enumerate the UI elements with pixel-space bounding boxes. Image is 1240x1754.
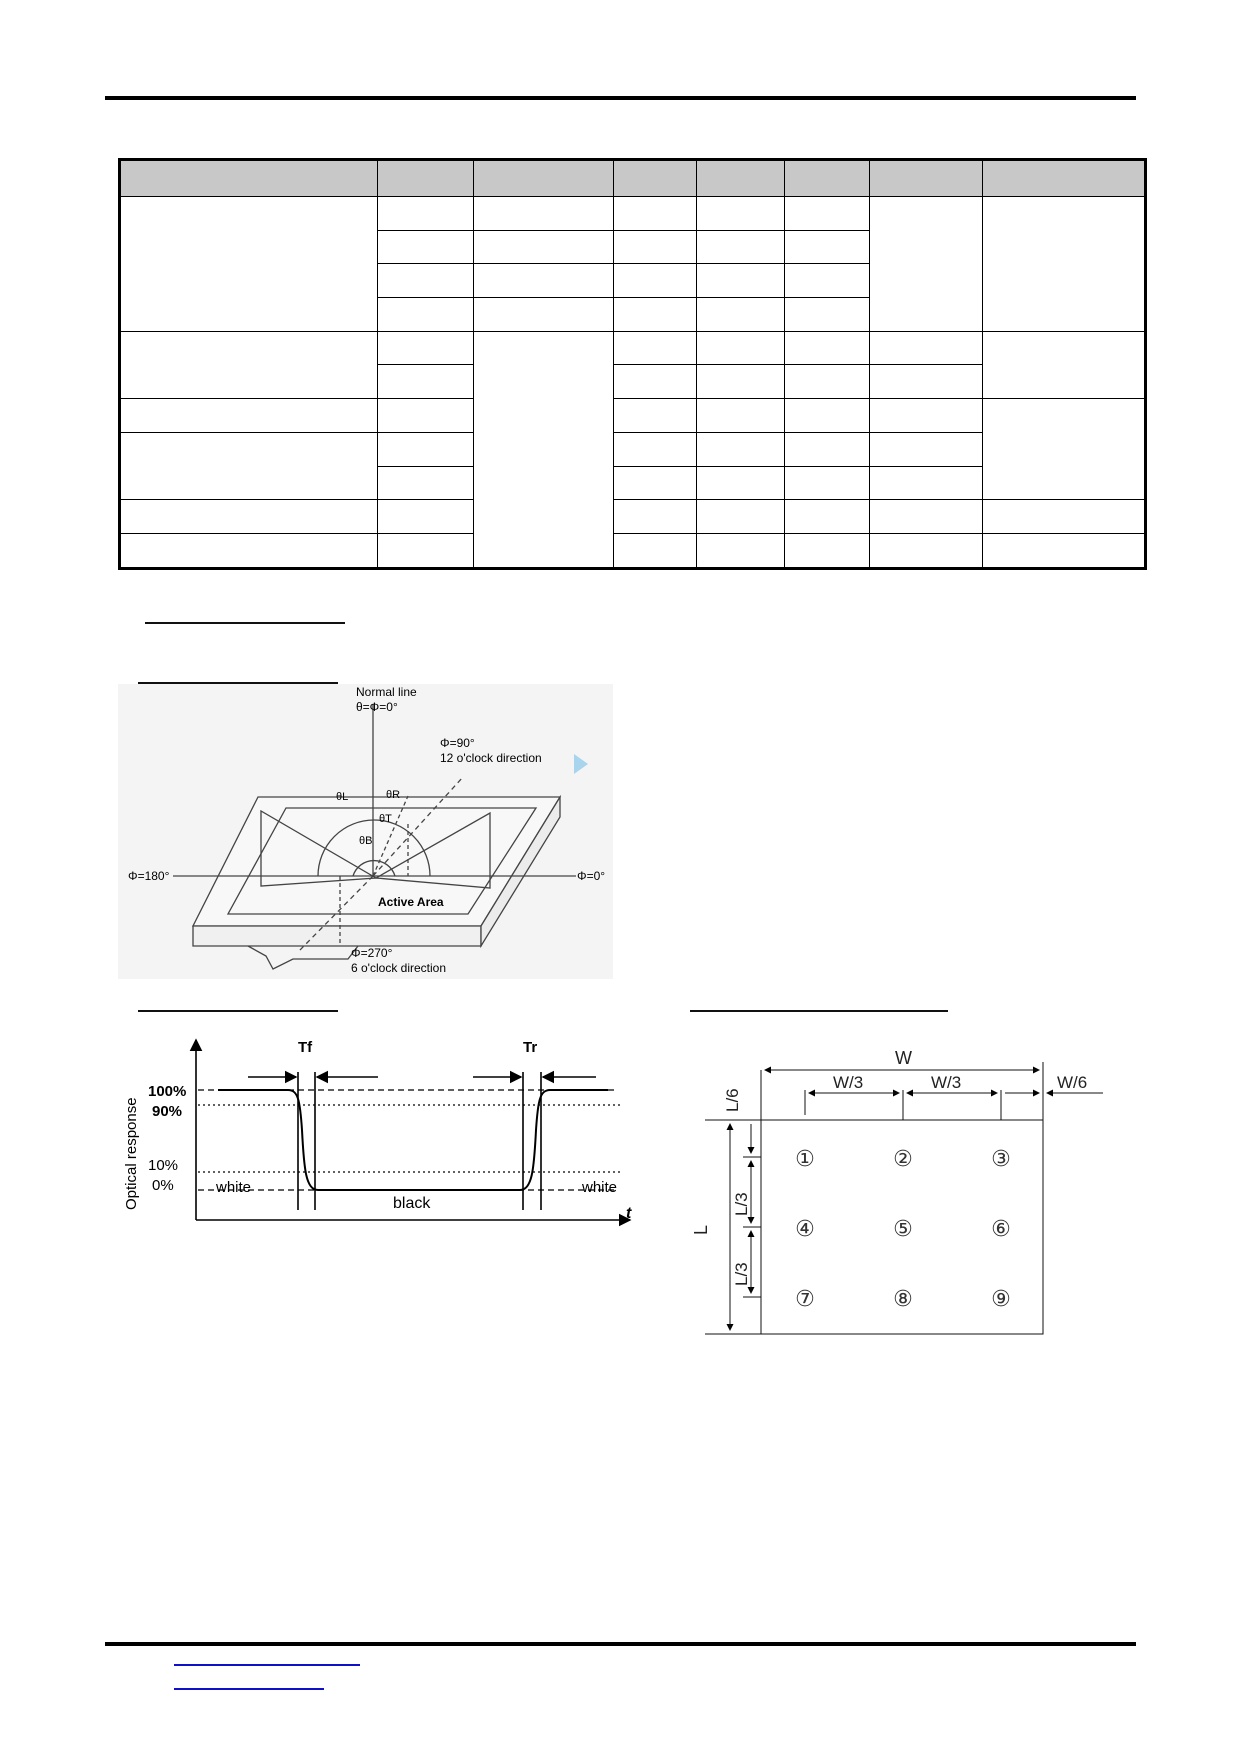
table-cell xyxy=(697,365,785,399)
table-cell xyxy=(614,500,697,534)
table-cell xyxy=(120,432,378,499)
table-cell xyxy=(870,500,983,534)
footer-link-underline[interactable] xyxy=(174,1664,360,1666)
table-cell xyxy=(983,399,1146,500)
table-cell xyxy=(120,399,378,433)
table-cell xyxy=(378,331,474,365)
l-label: L xyxy=(691,1224,711,1235)
table-header-cell xyxy=(474,160,614,197)
table-cell xyxy=(870,432,983,466)
table-cell xyxy=(378,230,474,264)
point-1: ① xyxy=(795,1146,815,1171)
table-cell xyxy=(785,298,870,332)
table-cell xyxy=(614,399,697,433)
point-7: ⑦ xyxy=(795,1286,815,1311)
black-label: black xyxy=(393,1195,431,1212)
table-cell xyxy=(378,432,474,466)
point-4: ④ xyxy=(795,1216,815,1241)
table-cell xyxy=(614,534,697,569)
table-cell xyxy=(378,298,474,332)
table-cell xyxy=(474,331,614,568)
theta-r-label: θR xyxy=(386,789,401,801)
table-cell xyxy=(785,399,870,433)
table-cell xyxy=(785,196,870,230)
table-cell xyxy=(378,196,474,230)
l3-a-label: L/3 xyxy=(732,1192,751,1216)
table-cell xyxy=(697,298,785,332)
point-5: ⑤ xyxy=(893,1216,913,1241)
table-cell xyxy=(785,264,870,298)
table-cell xyxy=(697,466,785,500)
play-arrow-icon xyxy=(574,754,588,774)
table-header-row xyxy=(120,160,1146,197)
theta-t-label: θT xyxy=(379,813,392,825)
table-cell xyxy=(120,500,378,534)
table-cell xyxy=(614,365,697,399)
table-cell xyxy=(697,264,785,298)
normal-eq-label: θ=Φ=0° xyxy=(356,700,398,714)
table-header-cell xyxy=(614,160,697,197)
tr-label: Tr xyxy=(523,1039,538,1056)
response-time-diagram xyxy=(118,1030,638,1230)
table-header-cell xyxy=(870,160,983,197)
table-cell xyxy=(474,264,614,298)
table-cell xyxy=(697,500,785,534)
header-rule xyxy=(105,96,1136,100)
table-cell xyxy=(785,331,870,365)
table-row xyxy=(120,399,1146,433)
table-cell xyxy=(983,331,1146,398)
table-cell xyxy=(614,432,697,466)
dir-6-label: 6 o'clock direction xyxy=(351,961,447,975)
figure-heading-underline xyxy=(138,1010,338,1012)
white-left-label: white xyxy=(216,1179,252,1196)
table-cell xyxy=(697,534,785,569)
point-8: ⑧ xyxy=(893,1286,913,1311)
viewing-angle-diagram xyxy=(118,684,613,979)
response-time-figure xyxy=(118,1030,638,1230)
table-cell xyxy=(614,264,697,298)
table-header-cell xyxy=(785,160,870,197)
table-cell xyxy=(870,399,983,433)
table-header-cell xyxy=(120,160,378,197)
table-cell xyxy=(983,196,1146,331)
table-cell xyxy=(474,298,614,332)
spec-table xyxy=(118,158,1147,570)
table-cell xyxy=(378,534,474,569)
point-6: ⑥ xyxy=(991,1216,1011,1241)
level-100: 100% xyxy=(148,1083,187,1100)
table-header-cell xyxy=(983,160,1146,197)
table-cell xyxy=(697,331,785,365)
table-cell xyxy=(697,399,785,433)
table-cell xyxy=(983,534,1146,569)
active-area-label: Active Area xyxy=(378,895,444,909)
phi-180-label: Φ=180° xyxy=(128,869,170,883)
table-cell xyxy=(785,534,870,569)
dir-12-label: 12 o'clock direction xyxy=(440,751,542,765)
table-cell xyxy=(870,365,983,399)
w3-b-label: W/3 xyxy=(931,1073,962,1092)
table-row xyxy=(120,196,1146,230)
table-cell xyxy=(614,298,697,332)
table-cell xyxy=(120,331,378,398)
table-cell xyxy=(785,466,870,500)
tf-label: Tf xyxy=(298,1039,313,1056)
table-cell xyxy=(870,196,983,331)
table-header-cell xyxy=(697,160,785,197)
footer-link-underline[interactable] xyxy=(174,1688,324,1690)
l6-label: L/6 xyxy=(723,1088,742,1112)
level-90: 90% xyxy=(152,1103,183,1120)
table-cell xyxy=(614,230,697,264)
theta-l-label: θL xyxy=(336,791,349,803)
measurement-points-diagram xyxy=(685,1040,1115,1340)
table-row xyxy=(120,534,1146,569)
table-cell xyxy=(474,196,614,230)
w6-label: W/6 xyxy=(1057,1073,1088,1092)
table-cell xyxy=(614,196,697,230)
table-cell xyxy=(120,196,378,331)
phi-270-label: Φ=270° xyxy=(351,946,393,960)
table-header-cell xyxy=(378,160,474,197)
t-axis-label: t xyxy=(626,1205,632,1222)
point-2: ② xyxy=(893,1146,913,1171)
table-cell xyxy=(785,230,870,264)
table-cell xyxy=(870,466,983,500)
table-row xyxy=(120,500,1146,534)
w3-a-label: W/3 xyxy=(833,1073,864,1092)
figure-heading-underline xyxy=(690,1010,948,1012)
table-cell xyxy=(983,500,1146,534)
table-cell xyxy=(870,534,983,569)
w-label: W xyxy=(895,1048,912,1068)
theta-b-label: θB xyxy=(359,835,373,847)
table-cell xyxy=(378,399,474,433)
white-right-label: white xyxy=(582,1179,618,1196)
section-heading-underline xyxy=(145,622,345,624)
viewing-angle-figure xyxy=(118,684,613,979)
normal-line-label: Normal line xyxy=(356,685,417,699)
table-cell xyxy=(870,331,983,365)
table-cell xyxy=(378,500,474,534)
table-cell xyxy=(614,331,697,365)
table-cell xyxy=(785,500,870,534)
footer-rule xyxy=(105,1642,1136,1646)
level-0: 0% xyxy=(152,1177,174,1194)
y-axis-label: Optical response xyxy=(123,1097,140,1210)
table-cell xyxy=(697,196,785,230)
table-cell xyxy=(378,466,474,500)
l3-b-label: L/3 xyxy=(732,1262,751,1286)
level-10: 10% xyxy=(148,1157,179,1174)
phi-90-label: Φ=90° xyxy=(440,736,475,750)
measurement-points-figure xyxy=(685,1040,1115,1340)
table-cell xyxy=(614,466,697,500)
table-cell xyxy=(697,230,785,264)
point-9: ⑨ xyxy=(991,1286,1011,1311)
table-cell xyxy=(120,534,378,569)
table-cell xyxy=(785,365,870,399)
table-row xyxy=(120,331,1146,365)
table-cell xyxy=(697,432,785,466)
point-3: ③ xyxy=(991,1146,1011,1171)
table-cell xyxy=(474,230,614,264)
phi-0-label: Φ=0° xyxy=(577,869,606,883)
table-cell xyxy=(785,432,870,466)
table-cell xyxy=(378,365,474,399)
table-cell xyxy=(378,264,474,298)
